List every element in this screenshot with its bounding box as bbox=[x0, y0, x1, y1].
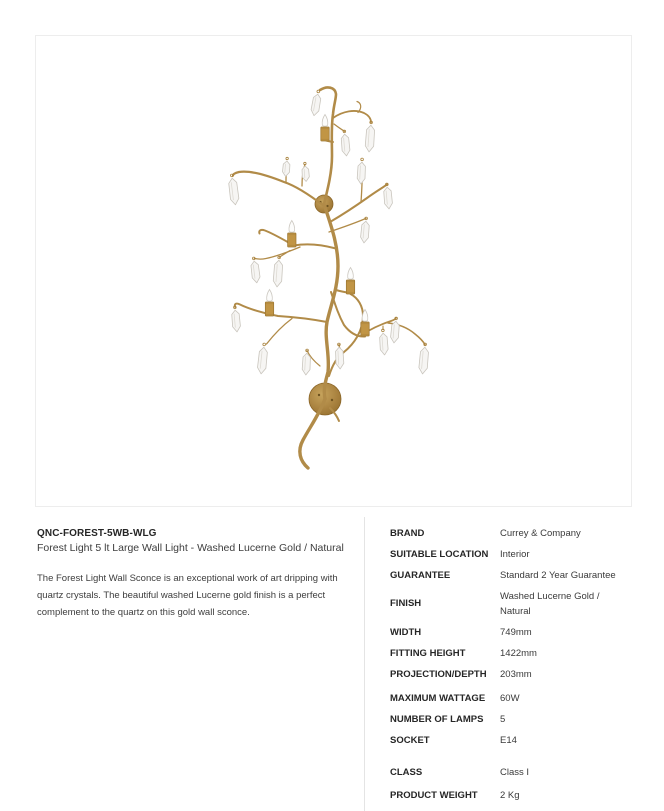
spec-row-guarantee bbox=[390, 568, 630, 583]
spec-row-finish bbox=[390, 589, 630, 619]
spec-label: NUMBER OF LAMPS bbox=[390, 713, 484, 725]
spec-value: 2 Kg bbox=[500, 790, 520, 801]
wall-sconce-illustration bbox=[36, 36, 631, 506]
spec-value: 1422mm bbox=[500, 648, 537, 659]
spec-label: FITTING HEIGHT bbox=[390, 647, 466, 659]
spec-label: GUARANTEE bbox=[390, 569, 451, 581]
spec-label: WIDTH bbox=[390, 626, 422, 638]
spec-value: Currey & Company bbox=[500, 528, 581, 539]
spec-row-fitting-height bbox=[390, 646, 630, 661]
spec-row-brand bbox=[390, 526, 630, 541]
spec-label: PRODUCT WEIGHT bbox=[390, 789, 478, 801]
spec-value: Class I bbox=[500, 767, 530, 778]
spec-label: FINISH bbox=[390, 598, 422, 609]
spec-row-projection-depth bbox=[390, 667, 630, 682]
spec-row-number-of-lamps bbox=[390, 712, 630, 727]
spec-row-socket bbox=[390, 733, 630, 748]
column-divider bbox=[364, 517, 365, 811]
spec-row-width bbox=[390, 625, 630, 640]
product-code: QNC-FOREST-5WB-WLG bbox=[37, 528, 157, 539]
product-description: The Forest Light Wall Sconce is an exceptional work of art dripping with quartz crystals. The beautiful washed Lucerne gold finish is a perfect complement to the quartz on this gold wall sconce. bbox=[37, 573, 338, 618]
spec-row-product-weight bbox=[390, 788, 630, 803]
spec-value: Standard 2 Year Guarantee bbox=[500, 570, 616, 581]
specification-table bbox=[390, 526, 630, 809]
spec-label: CLASS bbox=[390, 766, 423, 778]
candle-lights bbox=[265, 115, 369, 337]
spec-value: 5 bbox=[500, 714, 506, 725]
spec-label: SOCKET bbox=[390, 734, 430, 746]
spec-value: 203mm bbox=[500, 669, 532, 680]
spec-label: BRAND bbox=[390, 527, 425, 539]
spec-row-maximum-wattage bbox=[390, 691, 630, 706]
spec-row-suitable-location bbox=[390, 547, 630, 562]
spec-label: MAXIMUM WATTAGE bbox=[390, 692, 486, 704]
product-image-panel bbox=[35, 35, 632, 507]
product-title: Forest Light 5 lt Large Wall Light - Washed Lucerne Gold / Natural bbox=[37, 542, 344, 554]
spec-label: PROJECTION/DEPTH bbox=[390, 668, 487, 680]
spec-value: Interior bbox=[500, 549, 530, 560]
spec-row-class bbox=[390, 765, 630, 780]
spec-value: Washed Lucerne Gold / Natural bbox=[500, 591, 600, 617]
spec-label: SUITABLE LOCATION bbox=[390, 548, 489, 560]
spec-value: E14 bbox=[500, 735, 517, 746]
product-info bbox=[37, 528, 359, 621]
spec-value: 60W bbox=[500, 693, 520, 704]
spec-value: 749mm bbox=[500, 627, 532, 638]
